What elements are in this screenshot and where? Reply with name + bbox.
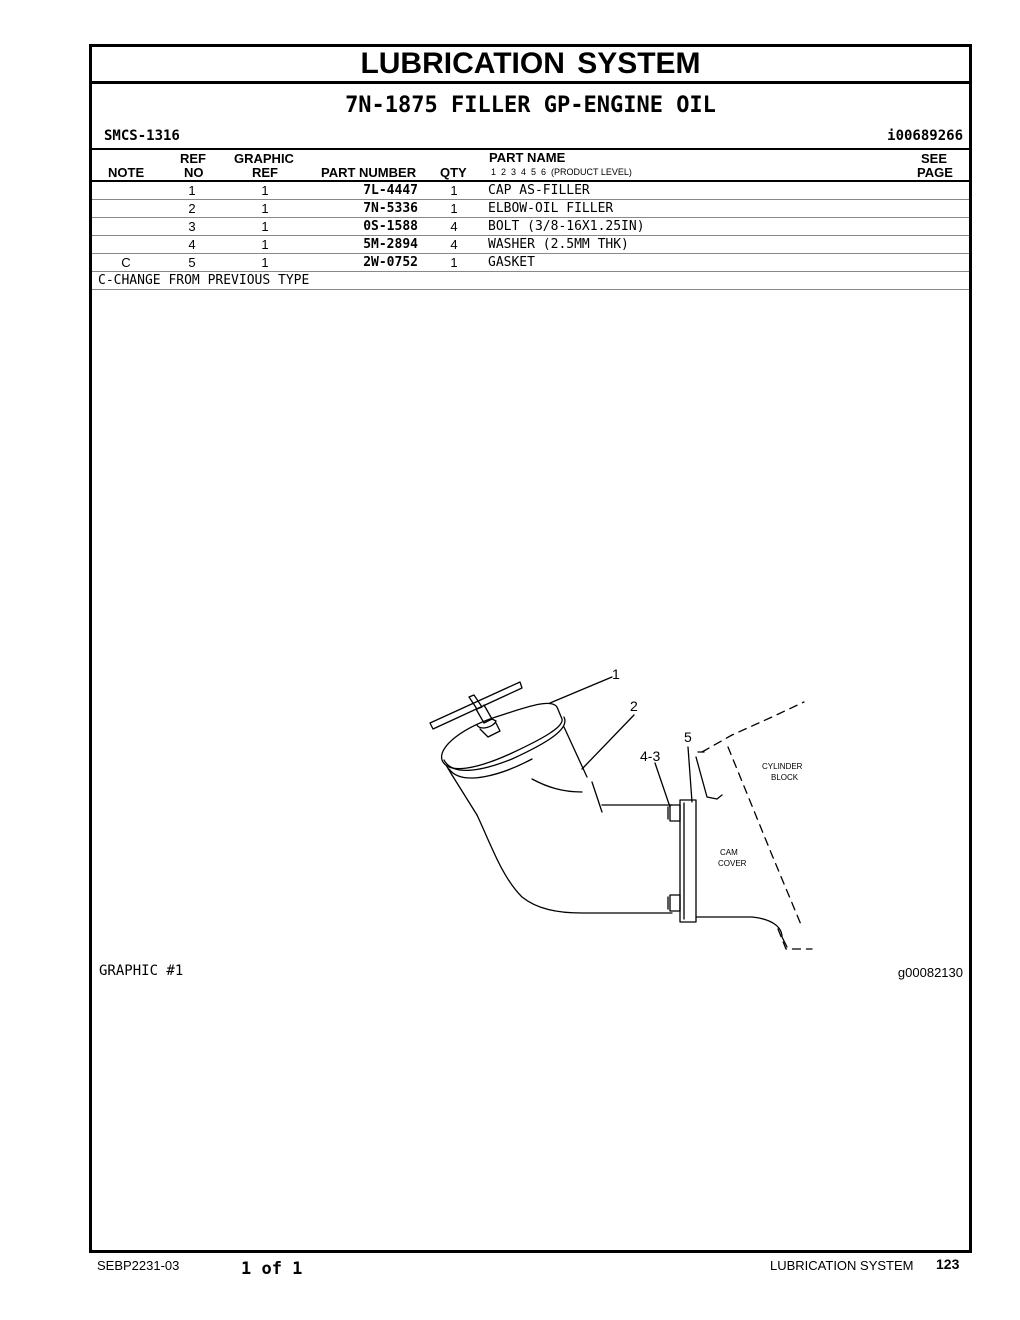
cell-note: C <box>121 255 131 270</box>
cell-ref: 3 <box>188 219 196 234</box>
cell-qty: 1 <box>450 201 458 216</box>
cell-part-name: WASHER (2.5MM THK) <box>488 237 629 252</box>
gasket-flange <box>668 800 696 922</box>
cell-graphic-ref: 1 <box>261 255 269 270</box>
table-header <box>92 148 969 182</box>
header-see-bottom: PAGE <box>917 165 953 180</box>
callout-2: 2 <box>630 698 638 714</box>
cell-part-number: 7N-5336 <box>363 201 418 216</box>
cell-graphic-ref: 1 <box>261 183 269 198</box>
cell-part-number: 0S-1588 <box>363 219 418 234</box>
cell-part-number: 5M-2894 <box>363 237 418 252</box>
header-note: NOTE <box>108 165 145 180</box>
table-row <box>92 254 969 272</box>
cell-part-name: GASKET <box>488 255 535 270</box>
page-frame <box>89 44 972 1253</box>
cell-part-name: ELBOW-OIL FILLER <box>488 201 614 216</box>
cell-part-number: 2W-0752 <box>363 255 418 270</box>
document-id: i00689266 <box>887 128 963 144</box>
header-product-levels: 1 2 3 4 5 6 (PRODUCT LEVEL) <box>491 167 632 177</box>
cell-qty: 4 <box>450 237 458 252</box>
cell-part-name: BOLT (3/8-16X1.25IN) <box>488 219 645 234</box>
header-graphic-top: GRAPHIC <box>234 151 294 166</box>
table-row <box>92 236 969 254</box>
cell-graphic-ref: 1 <box>261 237 269 252</box>
callout-4-3: 4-3 <box>640 748 661 764</box>
cell-graphic-ref: 1 <box>261 201 269 216</box>
label-block: BLOCK <box>771 773 799 782</box>
footer-doc-number: SEBP2231-03 <box>97 1258 180 1273</box>
group-title: 7N-1875 FILLER GP-ENGINE OIL <box>345 93 716 118</box>
cell-part-name: CAP AS-FILLER <box>488 183 590 198</box>
footer-page-number: 123 <box>936 1256 960 1272</box>
header-graphic-bottom: REF <box>252 165 278 180</box>
engine-outline <box>702 702 812 949</box>
cell-ref: 2 <box>188 201 196 216</box>
filler-elbow <box>452 727 672 913</box>
graphic-label: GRAPHIC #1 <box>99 963 184 979</box>
cell-graphic-ref: 1 <box>261 219 269 234</box>
header-qty: QTY <box>440 165 467 180</box>
header-ref-bottom: NO <box>184 165 204 180</box>
filler-group-illustration <box>332 657 832 967</box>
callout-1: 1 <box>612 666 620 682</box>
cell-qty: 1 <box>450 183 458 198</box>
graphic-id: g00082130 <box>897 965 963 980</box>
cell-qty: 1 <box>450 255 458 270</box>
cell-ref: 4 <box>188 237 196 252</box>
header-see-top: SEE <box>921 151 948 166</box>
header-part-number: PART NUMBER <box>321 165 417 180</box>
footer-page-of: 1 of 1 <box>241 1259 303 1279</box>
cell-ref: 1 <box>188 183 196 198</box>
table-row <box>92 200 969 218</box>
change-footnote: C-CHANGE FROM PREVIOUS TYPE <box>92 272 969 290</box>
header-ref-top: REF <box>180 151 206 166</box>
cell-part-number: 7L-4447 <box>363 183 418 198</box>
label-cylinder: CYLINDER <box>762 762 803 771</box>
meta-line <box>92 120 969 148</box>
filler-cap <box>442 703 565 778</box>
smcs-code: SMCS-1316 <box>104 128 180 144</box>
page-title: LUBRICATION SYSTEM <box>92 47 969 84</box>
footer-section: LUBRICATION SYSTEM <box>770 1258 914 1273</box>
cap-handle <box>430 682 522 737</box>
label-cover: COVER <box>718 859 747 868</box>
header-part-name: PART NAME <box>489 150 566 165</box>
cell-ref: 5 <box>188 255 196 270</box>
table-row <box>92 218 969 236</box>
label-cam: CAM <box>720 848 738 857</box>
cell-qty: 4 <box>450 219 458 234</box>
callout-5: 5 <box>684 729 692 745</box>
table-row <box>92 182 969 200</box>
